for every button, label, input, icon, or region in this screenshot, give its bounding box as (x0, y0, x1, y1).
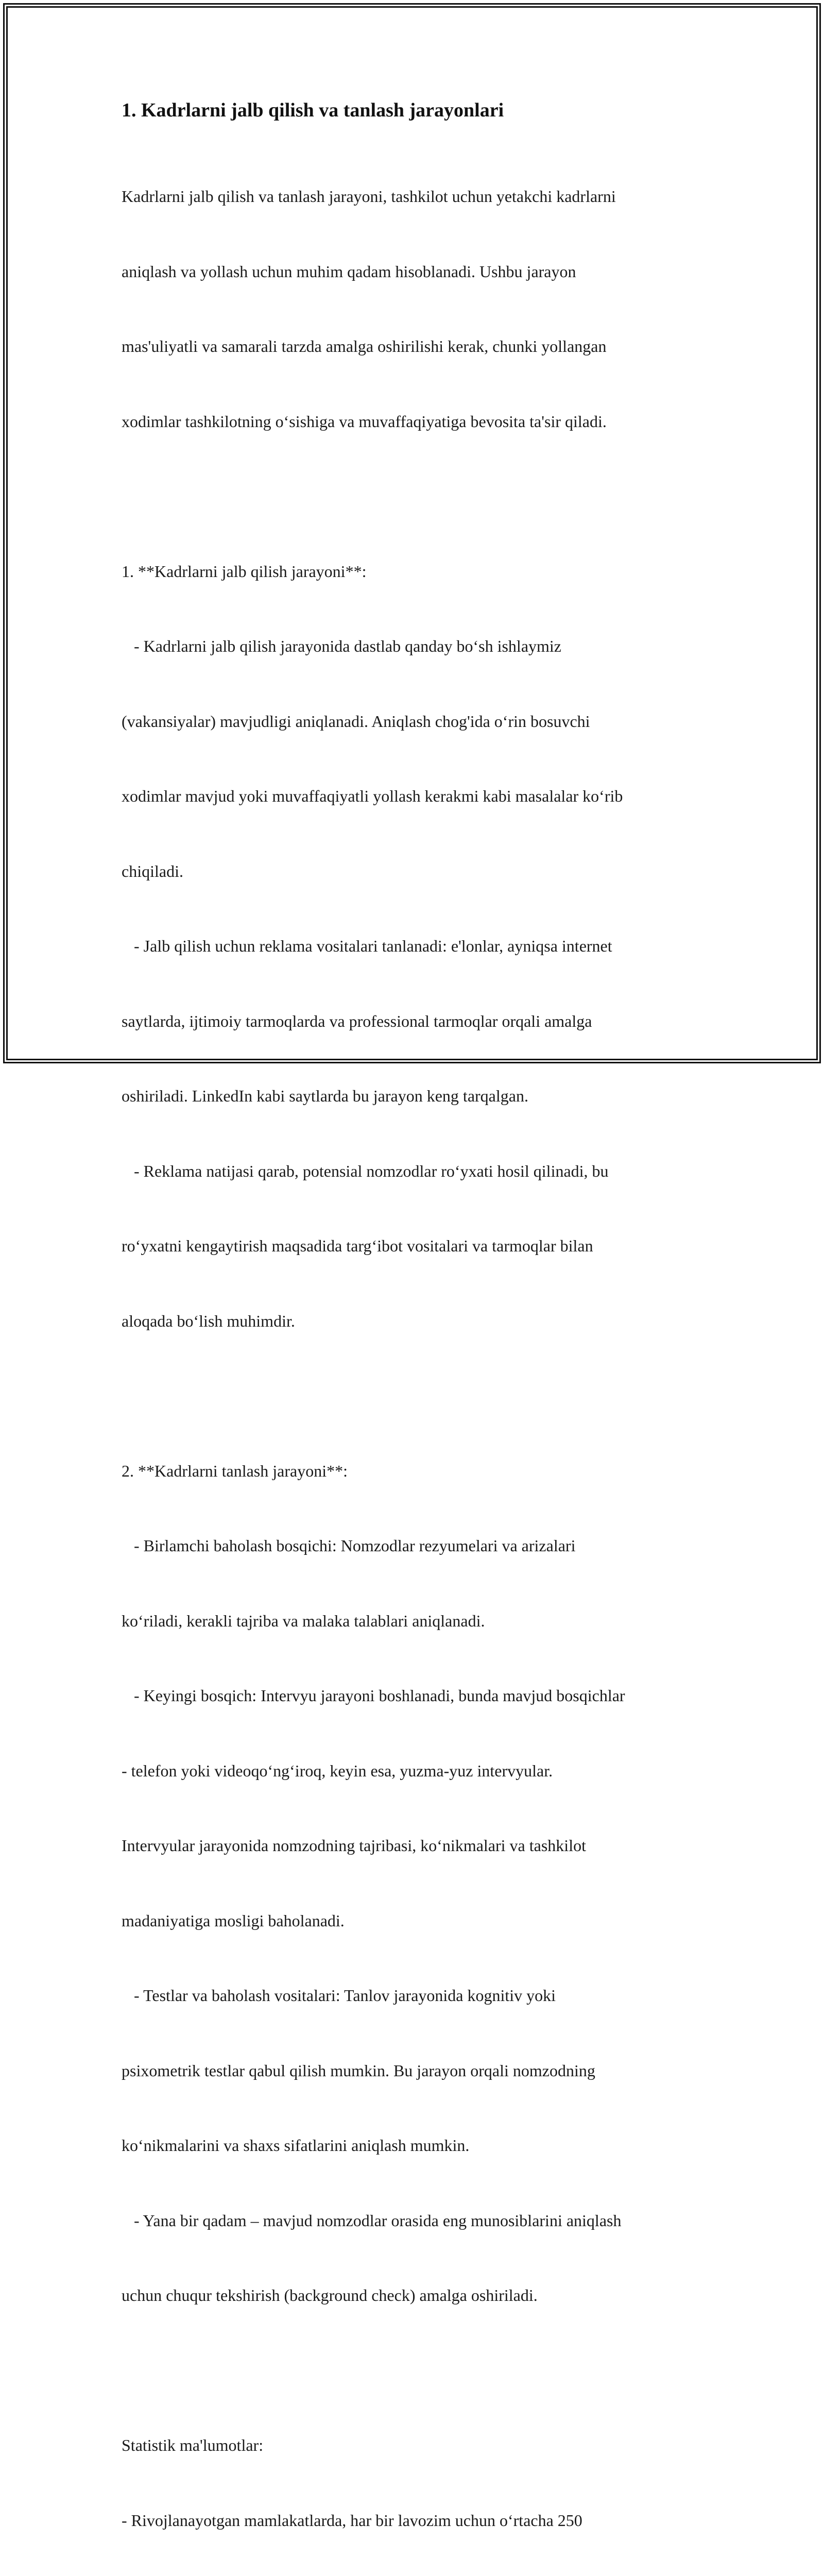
text-line: uchun chuqur tekshirish (background check) amalga oshiriladi. (122, 2286, 538, 2304)
text-line: Intervyular jarayonida nomzodning tajribasi, ko‘nikmalari va tashkilot (122, 1836, 586, 1855)
section-recruitment (122, 509, 729, 1384)
text-line: ko‘nikmalarini va shaxs sifatlarini aniqlash mumkin. (122, 2136, 470, 2155)
text-line: - Reklama natijasi qarab, potensial nomzodlar ro‘yxati hosil qilinadi, bu (122, 1161, 609, 1180)
text-line: chiqiladi. (122, 861, 183, 880)
spacer (122, 1383, 729, 1409)
text-line: ro‘yxatni kengaytirish maqsadida targ‘ibot vositalari va tarmoqlar bilan (122, 1236, 593, 1255)
text-line: (vakansiyalar) mavjudligi aniqlanadi. Aniqlash chog'ida o‘rin bosuvchi (122, 711, 590, 731)
text-line: - Birlamchi baholash bosqichi: Nomzodlar rezyumelari va arizalari (122, 1536, 576, 1555)
text-line: aloqada bo‘lish muhimdir. (122, 1311, 295, 1330)
intro-paragraph (122, 134, 729, 484)
text-line: - Rivojlanayotgan mamlakatlarda, har bir lavozim uchun o‘rtacha 250 (122, 2511, 582, 2530)
text-line: - Jalb qilish uchun reklama vositalari tanlanadi: e'lonlar, ayniqsa internet (122, 937, 612, 955)
section-title: 1. **Kadrlarni jalb qilish jarayoni**: (122, 562, 367, 581)
text-line: saytlarda, ijtimoiy tarmoqlarda va professional tarmoqlar orqali amalga (122, 1011, 592, 1030)
text-line: ko‘riladi, kerakli tajriba va malaka talablari aniqlanadi. (122, 1611, 485, 1630)
text-line: xodimlar mavjud yoki muvaffaqiyatli yollash kerakmi kabi masalalar ko‘rib (122, 787, 623, 805)
text-line: aniqlash va yollash uchun muhim qadam hisoblanadi. Ushbu jarayon (122, 262, 576, 281)
document-body (122, 98, 729, 2576)
text-line: xodimlar tashkilotning o‘sishiga va muvaffaqiyatiga bevosita ta'sir qiladi. (122, 412, 607, 431)
text-line: Kadrlarni jalb qilish va tanlash jarayoni, tashkilot uchun yetakchi kadrlarni (122, 187, 616, 206)
section-title: Statistik ma'lumotlar: (122, 2436, 264, 2454)
text-line: - Kadrlarni jalb qilish jarayonida dastlab qanday bo‘sh ishlaymiz (122, 637, 561, 655)
document-heading: 1. Kadrlarni jalb qilish va tanlash jarayonlari (122, 99, 504, 121)
text-line: oshiriladi. LinkedIn kabi saytlarda bu jarayon keng tarqalgan. (122, 1087, 528, 1105)
text-line: mas'uliyatli va samarali tarzda amalga oshirilishi kerak, chunki yollangan (122, 337, 607, 355)
section-selection (122, 1409, 729, 2358)
text-line: psixometrik testlar qabul qilish mumkin. Bu jarayon orqali nomzodning (122, 2061, 595, 2080)
section-title: 2. **Kadrlarni tanlash jarayoni**: (122, 1461, 348, 1480)
text-line: - telefon yoki videoqo‘ng‘iroq, keyin esa, yuzma-yuz intervyular. (122, 1761, 553, 1780)
text-line: - Testlar va baholash vositalari: Tanlov jarayonida kognitiv yoki (122, 1986, 556, 2005)
spacer (122, 2358, 729, 2383)
text-line: - Keyingi bosqich: Intervyu jarayoni boshlanadi, bunda mavjud bosqichlar (122, 1686, 625, 1705)
section-statistics (122, 2383, 729, 2576)
text-line: - Yana bir qadam – mavjud nomzodlar orasida eng munosiblarini aniqlash (122, 2211, 622, 2230)
spacer (122, 484, 729, 509)
text-line: madaniyatiga mosligi baholanadi. (122, 1911, 345, 1930)
